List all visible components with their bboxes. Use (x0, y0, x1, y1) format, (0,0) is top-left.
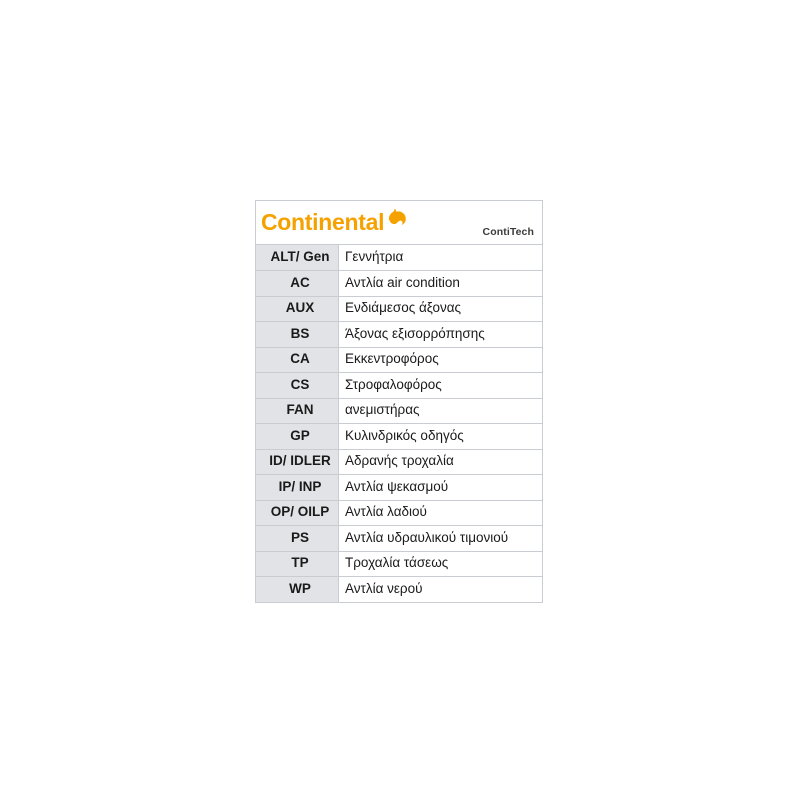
contitech-label: ContiTech (482, 226, 534, 238)
legend-code: GP (256, 424, 339, 450)
legend-code: TP (256, 551, 339, 577)
table-row (256, 577, 542, 603)
legend-code: CS (256, 373, 339, 399)
legend-description: Αδρανής τροχαλία (339, 449, 543, 475)
abbreviation-legend-table (256, 245, 542, 602)
brand-wordmark: Continental (261, 209, 385, 235)
legend-code: WP (256, 577, 339, 603)
legend-code: ID/ IDLER (256, 449, 339, 475)
table-row (256, 500, 542, 526)
legend-description: Αντλία air condition (339, 271, 543, 297)
table-row (256, 449, 542, 475)
table-row (256, 551, 542, 577)
legend-code: AUX (256, 296, 339, 322)
table-row (256, 373, 542, 399)
table-row (256, 296, 542, 322)
table-row (256, 526, 542, 552)
table-row (256, 424, 542, 450)
legend-description: Στροφαλοφόρος (339, 373, 543, 399)
legend-description: Κυλινδρικός οδηγός (339, 424, 543, 450)
legend-code: PS (256, 526, 339, 552)
legend-body (256, 245, 542, 602)
legend-description: Ενδιάμεσος άξονας (339, 296, 543, 322)
legend-code: ALT/ Gen (256, 245, 339, 271)
table-row (256, 245, 542, 271)
table-row (256, 271, 542, 297)
legend-description: Τροχαλία τάσεως (339, 551, 543, 577)
table-row (256, 475, 542, 501)
legend-card (255, 200, 543, 603)
legend-description: Αντλία υδραυλικού τιμονιού (339, 526, 543, 552)
legend-code: IP/ INP (256, 475, 339, 501)
continental-logo (261, 211, 410, 234)
table-row (256, 322, 542, 348)
legend-description: Άξονας εξισορρόπησης (339, 322, 543, 348)
legend-description: ανεμιστήρας (339, 398, 543, 424)
legend-code: FAN (256, 398, 339, 424)
legend-description: Εκκεντροφόρος (339, 347, 543, 373)
legend-description: Αντλία ψεκασμού (339, 475, 543, 501)
brand-header (256, 201, 542, 245)
table-row (256, 347, 542, 373)
table-row (256, 398, 542, 424)
legend-description: Αντλία λαδιού (339, 500, 543, 526)
horse-logo-icon (386, 206, 410, 233)
legend-description: Γεννήτρια (339, 245, 543, 271)
legend-code: OP/ OILP (256, 500, 339, 526)
legend-description: Αντλία νερού (339, 577, 543, 603)
legend-code: CA (256, 347, 339, 373)
legend-code: BS (256, 322, 339, 348)
legend-code: AC (256, 271, 339, 297)
